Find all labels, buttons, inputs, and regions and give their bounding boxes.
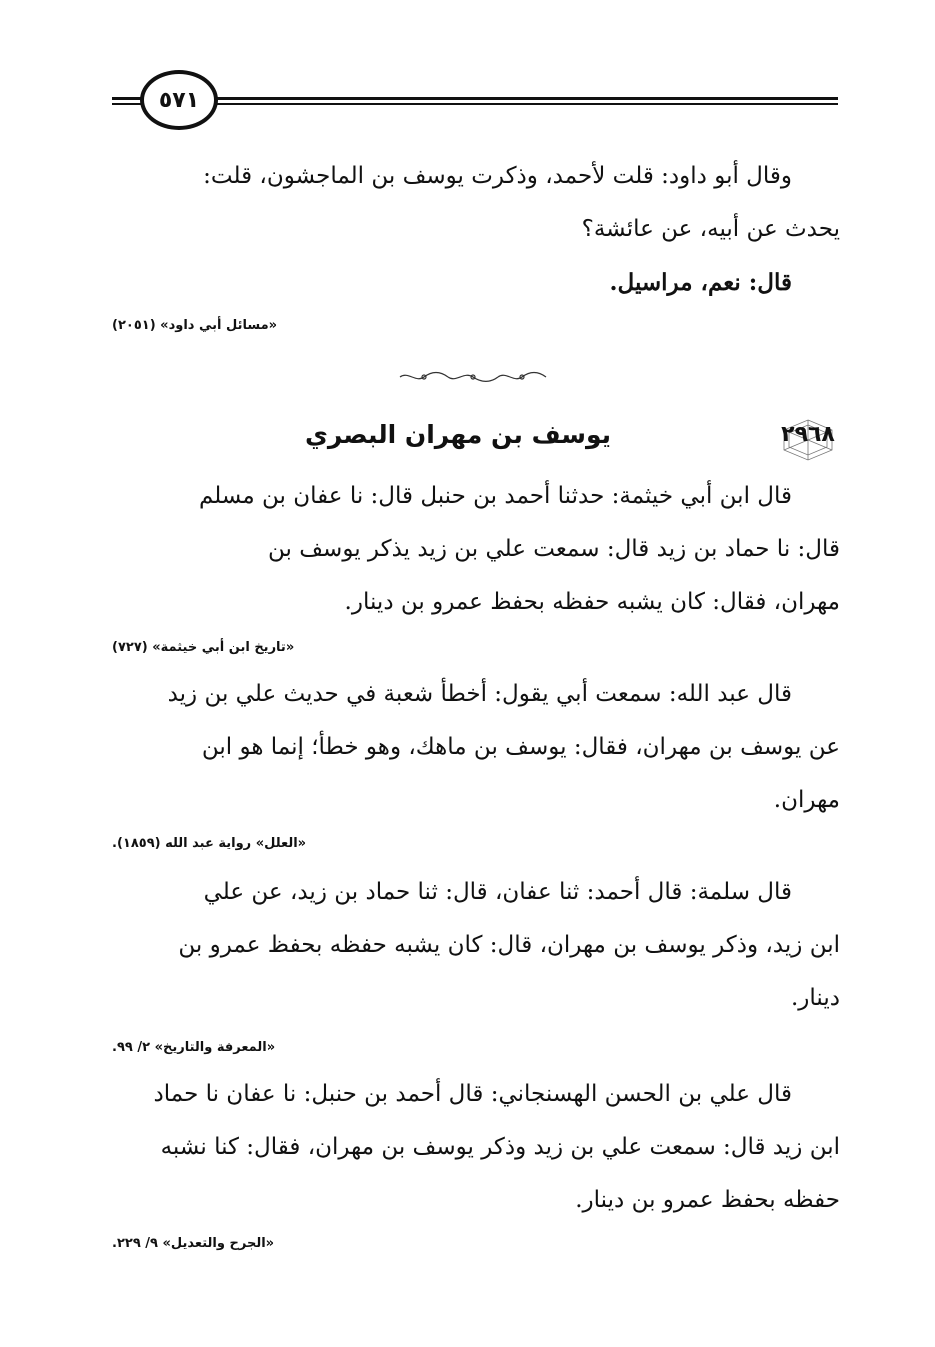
line: قال: نعم، مراسيل. [609, 269, 792, 296]
paragraph-lines [112, 470, 840, 629]
line: مهران، فقال: كان يشبه حفظه بحفظ عمرو بن دينار. [344, 589, 840, 615]
line: قال ابن أبي خيثمة: حدثنا أحمد بن حنبل قال: نا عفان بن مسلم [198, 483, 792, 509]
source-citation: «العلل» رواية عبد الله (١٨٥٩). [112, 836, 307, 851]
line: دينار. [790, 985, 840, 1011]
narration-paragraph [112, 1068, 840, 1227]
source-citation: «تاريخ ابن أبي خيثمة» (٧٢٧) [112, 640, 295, 655]
line: قال سلمة: قال أحمد: ثنا عفان، قال: ثنا حماد بن زيد، عن علي [203, 879, 792, 905]
paragraph-lines [112, 150, 840, 310]
source-citation: «الجرح والتعديل» ٩/ ٢٢٩. [112, 1236, 275, 1251]
paragraph-lines [112, 866, 840, 1025]
entry-number: ٢٩٦٨ [781, 422, 835, 447]
line: ابن زيد، وذكر يوسف بن مهران، قال: كان يشبه حفظه بحفظ عمرو بن [178, 932, 840, 958]
header-rule-bottom [112, 103, 838, 105]
ornament-divider-icon [398, 370, 548, 384]
page-number: ٥٧١ [158, 87, 200, 113]
narration-paragraph [112, 470, 840, 629]
line: قال عبد الله: سمعت أبي يقول: أخطأ شعبة في حديث علي بن زيد [167, 681, 792, 707]
paragraph-lines [112, 668, 840, 827]
source-citation: «المعرفة والتاريخ» ٢/ ٩٩. [112, 1040, 276, 1055]
source-citation: «مسائل أبي داود» (٢٠٥١) [112, 318, 278, 333]
line: عن يوسف بن مهران، فقال: يوسف بن ماهك، وهو خطأ؛ إنما هو ابن [201, 734, 840, 760]
line: قال: نا حماد بن زيد قال: سمعت علي بن زيد يذكر يوسف بن [268, 536, 840, 562]
continuation-paragraph [112, 150, 840, 310]
paragraph-lines [112, 1068, 840, 1227]
narration-paragraph [112, 668, 840, 827]
line: يحدث عن أبيه، عن عائشة؟ [581, 216, 840, 242]
line: وقال أبو داود: قلت لأحمد، وذكرت يوسف بن الماجشون، قلت: [203, 163, 792, 189]
line: مهران. [773, 787, 840, 813]
line: حفظه بحفظ عمرو بن دينار. [575, 1187, 840, 1213]
header-rule-top [112, 97, 838, 100]
line: قال علي بن الحسن الهسنجاني: قال أحمد بن حنبل: نا عفان نا حماد [153, 1081, 792, 1107]
entry-title: يوسف بن مهران البصري [304, 420, 612, 449]
page-number-badge [140, 70, 218, 130]
narration-paragraph [112, 866, 840, 1025]
line: ابن زيد قال: سمعت علي بن زيد وذكر يوسف بن مهران، فقال: كنا نشبه [160, 1134, 840, 1160]
